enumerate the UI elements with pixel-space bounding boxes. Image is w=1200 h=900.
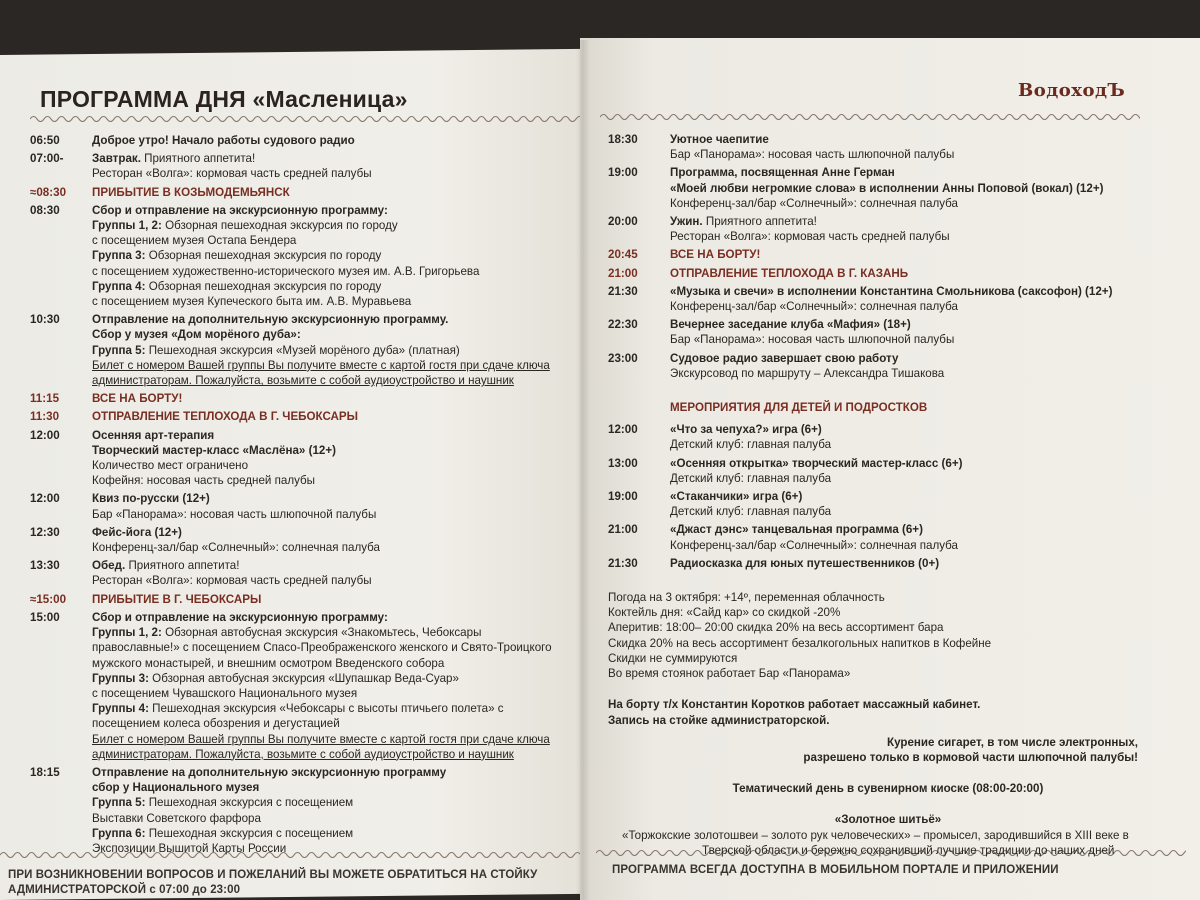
smoking-note: Курение сигарет, в том числе электронных, разрешено только в кормовой части шлюпочной палубы! <box>803 735 1138 764</box>
schedule-line: «Осенняя открытка» творческий мастер-класс (6+) <box>670 456 963 470</box>
schedule-item <box>608 284 1168 314</box>
schedule-line: ОТПРАВЛЕНИЕ ТЕПЛОХОДА В Г. ЧЕБОКСАРЫ <box>92 410 358 424</box>
schedule-line: Детский клуб: главная палуба <box>670 438 832 452</box>
brand-logo: ВодоходЪ <box>1018 80 1126 101</box>
schedule-line: Количество мест ограничено <box>92 459 249 473</box>
schedule-line: Выставки Советского фарфора <box>92 811 261 825</box>
schedule-line: Уютное чаепитие <box>670 133 769 146</box>
schedule-time: 21:00 <box>608 523 638 537</box>
schedule-line: Билет с номером Вашей группы Вы получите вместе с картой гостя при сдаче ключа <box>92 358 550 372</box>
schedule-item <box>608 247 1168 262</box>
schedule-item <box>30 765 575 856</box>
info-line: Скидки не суммируются <box>608 651 738 665</box>
schedule-line: Сбор и отправление на экскурсионную программу: <box>92 610 388 624</box>
schedule-line: Бар «Панорама»: носовая часть шлюпочной палубы <box>92 507 377 521</box>
schedule-line: Бар «Панорама»: носовая часть шлюпочной палубы <box>670 333 955 347</box>
massage-note: На борту т/х Константин Коротков работает массажный кабинет. Запись на стойке администраторской. <box>608 698 981 727</box>
souvenir-subtitle: «Золотное шитьё» <box>834 813 942 827</box>
schedule-time: 12:00 <box>30 492 60 506</box>
schedule-line: ВСЕ НА БОРТУ! <box>92 392 183 406</box>
schedule-time: 15:00 <box>30 610 60 624</box>
schedule-line: ОТПРАВЛЕНИЕ ТЕПЛОХОДА В Г. КАЗАНЬ <box>670 266 909 280</box>
schedule-item <box>608 266 1168 281</box>
schedule-item <box>608 456 1168 486</box>
schedule-item <box>30 203 575 309</box>
schedule-line: Билет с номером Вашей группы Вы получите вместе с картой гостя при сдаче ключа <box>92 732 550 746</box>
schedule-line: Сбор и отправление на экскурсионную программу: <box>92 203 388 217</box>
schedule-time: 18:15 <box>30 765 60 779</box>
schedule-item <box>608 317 1168 347</box>
schedule-line: Осенняя арт-терапия <box>92 428 215 442</box>
schedule-item <box>30 592 575 607</box>
schedule-time: 20:00 <box>608 215 638 229</box>
schedule-line: Группа 4: Обзорная пешеходная экскурсия по городу <box>92 279 382 293</box>
schedule-line: Доброе утро! Начало работы судового радио <box>92 134 355 147</box>
info-block <box>608 590 1168 681</box>
schedule-time: 20:45 <box>608 248 638 262</box>
schedule-line: Конференц-зал/бар «Солнечный»: солнечная палуба <box>670 300 958 314</box>
schedule-item <box>608 214 1168 244</box>
schedule-line: Группы 1, 2: Обзорная автобусная экскурсия «Знакомьтесь, Чебоксары <box>92 626 482 640</box>
schedule-line: Ресторан «Волга»: кормовая часть средней палубы <box>92 574 372 588</box>
schedule-item <box>30 491 575 521</box>
schedule-time: 11:30 <box>30 410 60 424</box>
kids-section-title: МЕРОПРИЯТИЯ ДЛЯ ДЕТЕЙ И ПОДРОСТКОВ <box>670 401 928 415</box>
schedule-line: Ресторан «Волга»: кормовая часть средней палубы <box>670 230 950 244</box>
schedule-line: с посещением музея Купеческого быта им. А.В. Муравьева <box>92 295 412 309</box>
schedule-time: 12:30 <box>30 525 60 539</box>
schedule-line: посещением колеса обозрения и дегустацией <box>92 717 340 731</box>
schedule-item <box>608 556 1168 571</box>
schedule-time: 19:00 <box>608 490 638 504</box>
schedule-line: «Джаст дэнс» танцевальная программа (6+) <box>670 523 923 537</box>
schedule-line: Ресторан «Волга»: кормовая часть средней палубы <box>92 167 372 181</box>
page-fold <box>576 40 590 900</box>
schedule-line: «Стаканчики» игра (6+) <box>670 490 803 504</box>
schedule-kids <box>608 422 1168 574</box>
souvenir-title: Тематический день в сувенирном киоске (08:00-20:00) <box>732 782 1044 796</box>
schedule-line: «Музыка и свечи» в исполнении Константина Смольникова (саксофон) (12+) <box>670 284 1113 298</box>
schedule-line: Конференц-зал/бар «Солнечный»: солнечная палуба <box>670 538 958 552</box>
schedule-time: 22:30 <box>608 318 638 332</box>
schedule-item <box>608 489 1168 519</box>
schedule-time: 21:30 <box>608 284 638 298</box>
schedule-line: Отправление на дополнительную экскурсионную программу. <box>92 313 449 327</box>
schedule-line: Группы 3: Обзорная автобусная экскурсия «Шупашкар Веда-Суар» <box>92 671 459 685</box>
schedule-time: 13:30 <box>30 559 60 573</box>
schedule-line: Конференц-зал/бар «Солнечный»: солнечная палуба <box>92 541 380 555</box>
schedule-time: 07:00- <box>30 152 64 166</box>
schedule-line: с посещением Чувашского Национального музея <box>92 686 358 700</box>
schedule-left <box>30 133 575 859</box>
schedule-line: Творческий мастер-класс «Маслёна» (12+) <box>92 443 336 457</box>
schedule-line: Фейс-йога (12+) <box>92 525 182 539</box>
schedule-line: Экспозиции Вышитой Карты России <box>92 841 287 855</box>
schedule-item <box>30 525 575 555</box>
info-line: Коктейль дня: «Сайд кар» со скидкой -20% <box>608 606 841 620</box>
schedule-line: Детский клуб: главная палуба <box>670 471 832 485</box>
wave-divider-left <box>30 112 580 126</box>
schedule-time: 12:00 <box>608 423 638 437</box>
schedule-line: Радиосказка для юных путешественников (0+) <box>670 556 940 570</box>
schedule-line: ВСЕ НА БОРТУ! <box>670 248 761 262</box>
schedule-time: 18:30 <box>608 133 638 146</box>
schedule-item <box>30 312 575 388</box>
schedule-line: Группы 1, 2: Обзорная пешеходная экскурсия по городу <box>92 219 398 233</box>
schedule-time: 08:30 <box>30 203 60 217</box>
schedule-item <box>608 132 1168 162</box>
schedule-time: 23:00 <box>608 351 638 365</box>
schedule-time: 12:00 <box>30 428 60 442</box>
schedule-line: ПРИБЫТИЕ В Г. ЧЕБОКСАРЫ <box>92 592 262 606</box>
schedule-item <box>30 409 575 424</box>
schedule-evening <box>608 132 1168 384</box>
schedule-line: «Моей любви негромкие слова» в исполнении Анны Поповой (вокал) (12+) <box>670 181 1104 195</box>
schedule-item <box>30 391 575 406</box>
schedule-line: Завтрак. Приятного аппетита! <box>92 152 256 166</box>
schedule-line: Кофейня: носовая часть средней палубы <box>92 474 315 488</box>
schedule-line: Ужин. Приятного аппетита! <box>670 215 817 229</box>
info-line: Скидка 20% на весь ассортимент безалкогольных напитков в Кофейне <box>608 636 992 650</box>
schedule-line: Вечернее заседание клуба «Мафия» (18+) <box>670 318 911 332</box>
schedule-line: Программа, посвященная Анне Герман <box>670 166 895 180</box>
schedule-line: администраторам. Пожалуйста, возьмите с собой аудиоустройство и наушник <box>92 747 514 761</box>
schedule-line: сбор у Национального музея <box>92 781 260 795</box>
schedule-item <box>30 185 575 200</box>
schedule-item <box>30 558 575 588</box>
schedule-line: Квиз по-русски (12+) <box>92 492 210 506</box>
schedule-line: с посещением художественно-исторического музея им. А.В. Григорьева <box>92 264 480 278</box>
schedule-line: с посещением музея Остапа Бендера <box>92 234 297 248</box>
info-line: Во время стоянок работает Бар «Панорама» <box>608 667 851 681</box>
schedule-line: Сбор у музея «Дом морёного дуба»: <box>92 328 301 342</box>
schedule-time: 11:15 <box>30 392 60 406</box>
souvenir-text: «Торжокские золотошвеи – золото рук человеческих» – промысел, зародившийся в XIII веке в Тверской области и бережно сохранивший лучшие традиции до наших дней <box>622 828 1129 857</box>
info-line: Аперитив: 18:00– 20:00 скидка 20% на весь ассортимент бара <box>608 621 944 635</box>
schedule-line: Группа 3: Обзорная пешеходная экскурсия по городу <box>92 249 382 263</box>
schedule-item <box>30 151 575 181</box>
schedule-line: Конференц-зал/бар «Солнечный»: солнечная палуба <box>670 196 958 210</box>
schedule-time: ≈15:00 <box>30 592 67 606</box>
schedule-item <box>608 522 1168 552</box>
schedule-line: Детский клуб: главная палуба <box>670 505 832 519</box>
wave-divider-right <box>600 110 1140 124</box>
schedule-item <box>30 133 575 148</box>
schedule-item <box>30 610 575 762</box>
info-line: Погода на 3 октября: +14º, переменная облачность <box>608 591 885 605</box>
schedule-line: Обед. Приятного аппетита! <box>92 559 240 573</box>
schedule-line: Группа 5: Пешеходная экскурсия «Музей морёного дуба» (платная) <box>92 343 460 357</box>
schedule-line: мужского монастырей, и внешним осмотром Введенского собора <box>92 656 445 670</box>
schedule-line: ПРИБЫТИЕ В КОЗЬМОДЕМЬЯНСК <box>92 185 290 199</box>
schedule-line: администраторам. Пожалуйста, возьмите с собой аудиоустройство и наушник <box>92 374 514 388</box>
schedule-time: 19:00 <box>608 166 638 180</box>
page-title: ПРОГРАММА ДНЯ «Масленица» <box>40 86 408 112</box>
schedule-item <box>608 165 1168 211</box>
schedule-item <box>30 428 575 489</box>
schedule-time: 21:30 <box>608 556 638 570</box>
schedule-line: Группа 6: Пешеходная экскурсия с посещением <box>92 826 354 840</box>
schedule-line: Судовое радио завершает свою работу <box>670 351 899 365</box>
schedule-line: «Что за чепуха?» игра (6+) <box>670 423 822 437</box>
schedule-line: православные!» с посещением Спасо-Преображенского женского и Свято-Троицкого <box>92 641 552 655</box>
schedule-time: 10:30 <box>30 313 60 327</box>
schedule-time: 21:00 <box>608 266 638 280</box>
schedule-line: Бар «Панорама»: носовая часть шлюпочной палубы <box>670 148 955 162</box>
schedule-item <box>608 351 1168 381</box>
schedule-right <box>608 132 1168 858</box>
footer-right: ПРОГРАММА ВСЕГДА ДОСТУПНА В МОБИЛЬНОМ ПОРТАЛЕ И ПРИЛОЖЕНИИ <box>612 864 1059 876</box>
schedule-time: 13:00 <box>608 456 638 470</box>
schedule-time: ≈08:30 <box>30 185 67 199</box>
footer-left: ПРИ ВОЗНИКНОВЕНИИ ВОПРОСОВ И ПОЖЕЛАНИЙ ВЫ МОЖЕТЕ ОБРАТИТЬСЯ НА СТОЙКУ АДМИНИСТРАТОРСКОЙ с 07:00 до 23:00 <box>8 869 538 896</box>
schedule-item <box>608 422 1168 452</box>
schedule-time: 06:50 <box>30 134 60 147</box>
schedule-line: Экскурсовод по маршруту – Александра Тишакова <box>670 366 945 380</box>
schedule-line: Отправление на дополнительную экскурсионную программу <box>92 765 447 779</box>
schedule-line: Группы 4: Пешеходная экскурсия «Чебоксары с высоты птичьего полета» с <box>92 702 504 716</box>
schedule-line: Группа 5: Пешеходная экскурсия с посещением <box>92 796 354 810</box>
